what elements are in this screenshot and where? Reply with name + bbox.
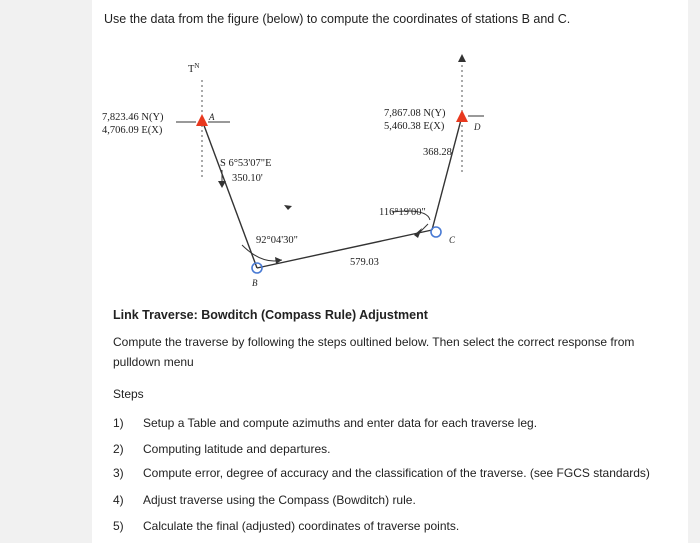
step-text: Computing latitude and departures. — [143, 442, 331, 456]
step-number: 5) — [113, 519, 124, 533]
leg-ab-bearing: S 6°53'07"E — [220, 158, 272, 169]
leg-ab — [202, 120, 257, 268]
step-item — [113, 416, 537, 430]
north-label: $T^N$ — [188, 62, 200, 75]
step-text: Adjust traverse using the Compass (Bowditch) rule. — [143, 493, 416, 507]
station-b-label: B — [252, 278, 258, 288]
section-title: Link Traverse: Bowditch (Compass Rule) Adjustment — [113, 308, 428, 322]
leg-cd — [432, 116, 462, 230]
station-a-label: A — [209, 112, 215, 122]
north-arrow-d-icon — [458, 54, 466, 62]
instructions-text: Compute the traverse by following the steps oultined below. Then select the correct response from pulldown menu — [113, 335, 635, 369]
leg-arrow-icon — [284, 205, 292, 210]
step-number: 3) — [113, 466, 124, 480]
question-text: Use the data from the figure (below) to compute the coordinates of stations B and C. — [104, 12, 571, 26]
leg-cd-distance: 368.28 — [423, 147, 452, 158]
station-a-north: 7,823.46 N(Y) — [102, 112, 164, 123]
step-number: 2) — [113, 442, 124, 456]
angle-b-label: 92°04'30" — [256, 235, 298, 246]
step-item — [113, 442, 330, 456]
step-item — [113, 519, 459, 533]
step-item — [113, 466, 650, 480]
angle-c-label: 116°19'00" — [379, 207, 426, 218]
step-item — [113, 493, 416, 507]
station-d-label: D — [474, 122, 481, 132]
station-a-icon — [196, 114, 208, 126]
station-c-icon — [431, 227, 441, 237]
station-d-east: 5,460.38 E(X) — [384, 121, 445, 132]
step-number: 4) — [113, 493, 124, 507]
traverse-diagram — [92, 40, 688, 300]
station-a-east: 4,706.09 E(X) — [102, 125, 163, 136]
step-text: Setup a Table and compute azimuths and enter data for each traverse leg. — [143, 416, 538, 430]
step-number: 1) — [113, 416, 124, 430]
step-text: Compute error, degree of accuracy and the classification of the traverse. (see FGCS standards) — [143, 466, 650, 480]
leg-ab-distance: 350.10' — [232, 173, 263, 184]
steps-label: Steps — [113, 387, 144, 401]
station-d-north: 7,867.08 N(Y) — [384, 108, 446, 119]
leg-bc-distance: 579.03 — [350, 257, 379, 268]
traverse-figure — [92, 40, 688, 300]
station-d-icon — [456, 110, 468, 122]
step-text: Calculate the final (adjusted) coordinates of traverse points. — [143, 519, 460, 533]
station-c-label: C — [449, 235, 456, 245]
